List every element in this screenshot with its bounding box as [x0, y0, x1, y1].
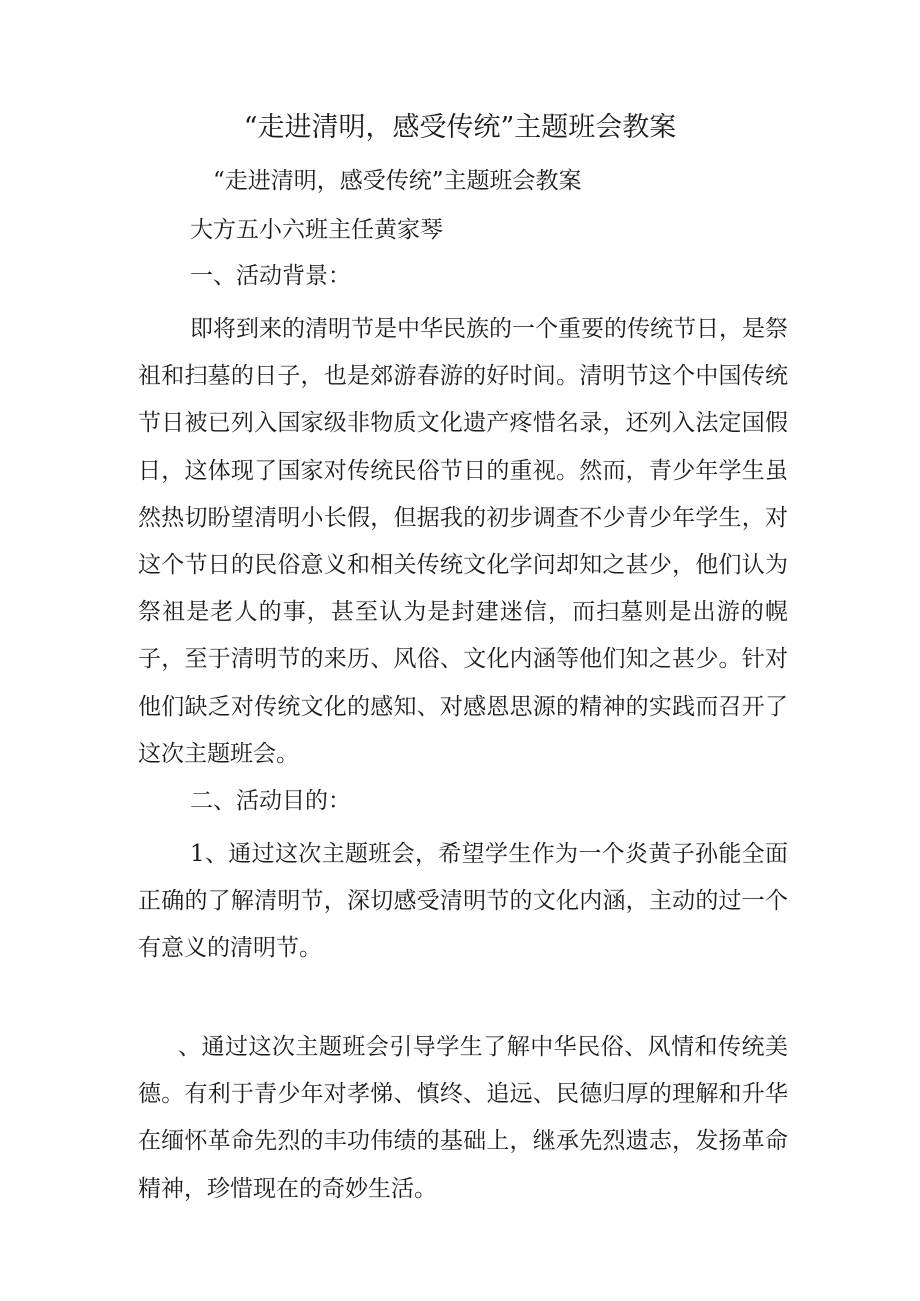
- section-heading-objectives: 二、活动目的：: [190, 788, 351, 814]
- section-heading-background: 一、活动背景：: [190, 263, 351, 289]
- author-line: 大方五小六班主任黄家琴: [190, 217, 443, 243]
- objective-paragraph-2: 、通过这次主题班会引导学生了解中华民俗、风情和传统美德。有利于青少年对孝悌、慎终、追远、民德归厚的理解和升华在缅怀革命先烈的丰功伟绩的基础上，继承先烈遗志，发扬革命精神，珍惜现在的奇妙生活。: [138, 1034, 788, 1202]
- objective-paragraph-1: 1、通过这次主题班会，希望学生作为一个炎黄子孙能全面正确的了解清明节，深切感受清明节的文化内涵，主动的过一个有意义的清明节。: [138, 841, 788, 962]
- document-subtitle: “走进清明，感受传统”主题班会教案: [213, 168, 582, 194]
- background-paragraph: 即将到来的清明节是中华民族的一个重要的传统节日，是祭祖和扫墓的日子，也是郊游春游的好时间。清明节这个中国传统节日被已列入国家级非物质文化遗产疼惜名录，还列入法定国假日，这体现了国家对传统民俗节日的重视。然而，青少年学生虽然热切盼望清明小长假，但据我的初步调查不少青少年学生，对这个节日的民俗意义和相关传统文化学问却知之甚少，他们认为祭祖是老人的事，甚至认为是封建迷信，而扫墓则是出游的幌子，至于清明节的来历、风俗、文化内涵等他们知之甚少。针对他们缺乏对传统文化的感知、对感恩思源的精神的实践而召开了这次主题班会。: [138, 316, 788, 767]
- document-title: “走进清明，感受传统”主题班会教案: [243, 112, 677, 143]
